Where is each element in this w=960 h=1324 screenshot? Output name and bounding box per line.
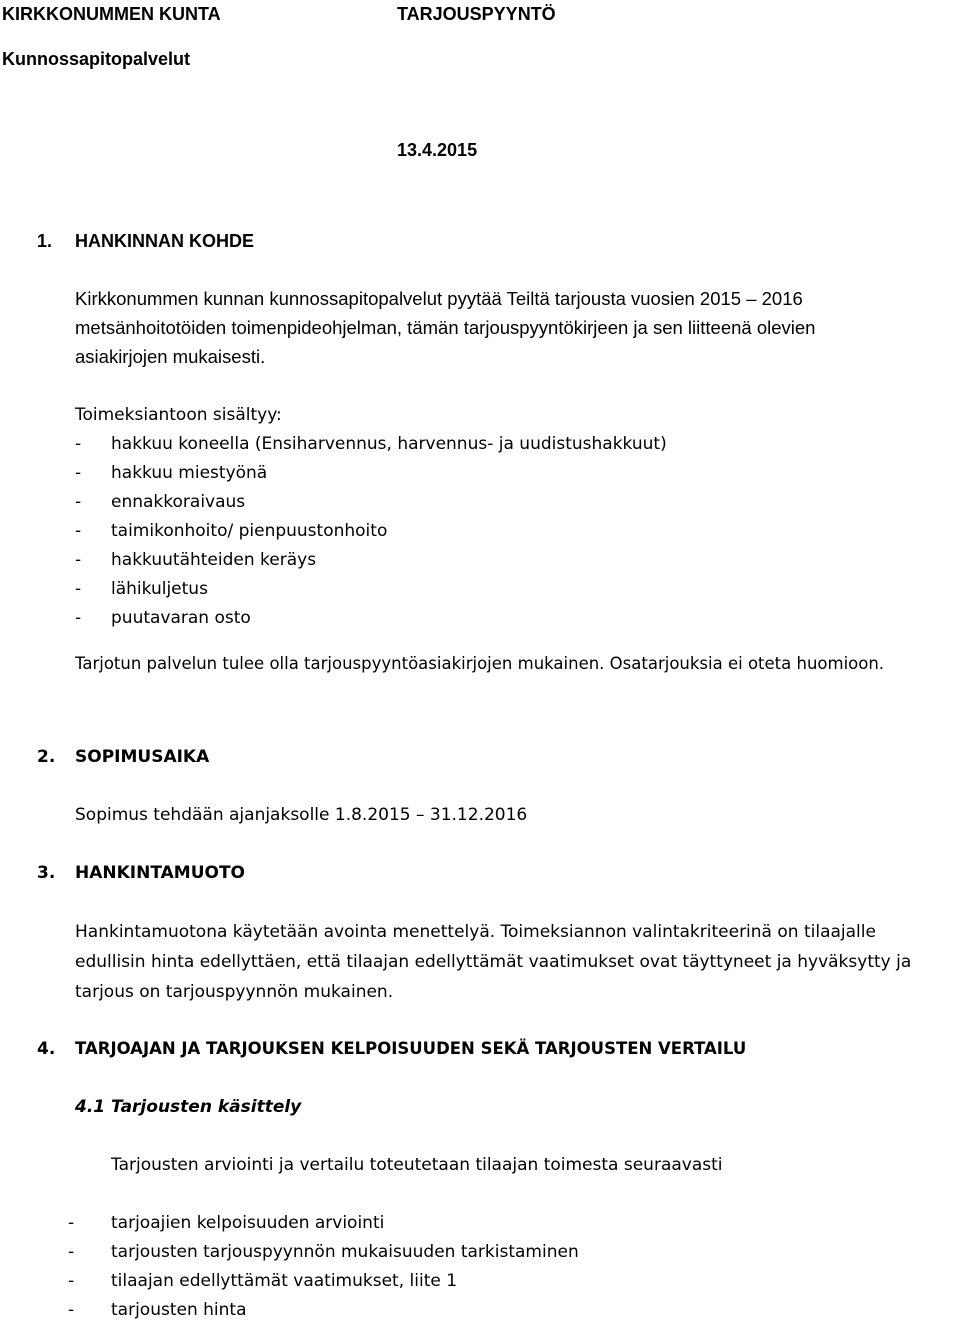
organization-name: KIRKKONUMMEN KUNTA: [2, 4, 221, 24]
contract-period: Sopimus tehdään ajanjaksolle 1.8.2015 – 31.12.2016: [75, 805, 528, 825]
list-marker: -: [68, 1300, 75, 1320]
section-4-number: 4.: [37, 1039, 56, 1059]
scope-item-text: taimikonhoito/ pienpuustonhoito: [111, 521, 388, 541]
scope-item-text: lähikuljetus: [111, 579, 208, 599]
section-4-title: TARJOAJAN JA TARJOUKSEN KELPOISUUDEN SEKÄ TARJOUSTEN VERTAILU: [75, 1039, 747, 1058]
scope-item-text: ennakkoraivaus: [111, 492, 246, 512]
scope-heading: Toimeksiantoon sisältyy:: [75, 405, 282, 425]
evaluation-item-text: tarjousten tarjouspyynnön mukaisuuden tarkistaminen: [111, 1242, 579, 1262]
scope-item-text: hakkuu koneella (Ensiharvennus, harvennus- ja uudistushakkuut): [111, 434, 667, 454]
scope-item-text: hakkuu miestyönä: [111, 463, 268, 483]
list-marker: -: [68, 1213, 75, 1233]
list-marker: -: [68, 1242, 75, 1262]
document-type: TARJOUSPYYNTÖ: [397, 4, 556, 24]
list-marker: -: [75, 492, 82, 512]
list-marker: -: [75, 434, 82, 454]
section-1-intro-line: Kirkkonummen kunnan kunnossapitopalvelut pyytää Teiltä tarjousta vuosien 2015 – 2016: [75, 288, 803, 309]
section-3-line: Hankintamuotona käytetään avointa menettelyä. Toimeksiannon valintakriteerinä on tilaajalle: [75, 922, 876, 942]
subsection-4-1-title: Tarjousten käsittely: [111, 1097, 302, 1117]
evaluation-item-text: tarjousten hinta: [111, 1300, 247, 1320]
list-marker: -: [75, 463, 82, 483]
section-3-line: tarjous on tarjouspyynnön mukainen.: [75, 982, 394, 1002]
section-3-line: edullisin hinta edellyttäen, että tilaajan edellyttämät vaatimukset ovat täyttyneet ja hyväksytty ja: [75, 952, 912, 972]
scope-item-text: hakkuutähteiden keräys: [111, 550, 317, 570]
evaluation-item-text: tilaajan edellyttämät vaatimukset, liite 1: [111, 1271, 458, 1291]
section-1-intro-line: asiakirjojen mukaisesti.: [75, 346, 266, 367]
scope-item-text: puutavaran osto: [111, 608, 251, 628]
list-marker: -: [75, 521, 82, 541]
section-3-title: HANKINTAMUOTO: [75, 863, 245, 883]
subsection-4-1-number: 4.1: [75, 1097, 106, 1117]
section-1-intro-line: metsänhoitotöiden toimenpideohjelman, tämän tarjouspyyntökirjeen ja sen liitteenä olevien: [75, 317, 816, 338]
list-marker: -: [68, 1271, 75, 1291]
department-name: Kunnossapitopalvelut: [2, 49, 191, 69]
section-2-number: 2.: [37, 747, 56, 767]
section-1-title: HANKINNAN KOHDE: [75, 231, 254, 251]
section-3-number: 3.: [37, 863, 56, 883]
list-marker: -: [75, 579, 82, 599]
subsection-4-1-intro: Tarjousten arviointi ja vertailu toteutetaan tilaajan toimesta seuraavasti: [111, 1155, 723, 1175]
evaluation-item-text: tarjoajien kelpoisuuden arviointi: [111, 1213, 385, 1233]
section-2-title: SOPIMUSAIKA: [75, 747, 210, 767]
list-marker: -: [75, 608, 82, 628]
section-1-closing: Tarjotun palvelun tulee olla tarjouspyyntöasiakirjojen mukainen. Osatarjouksia ei oteta huomioon.: [75, 654, 885, 673]
document-date: 13.4.2015: [397, 140, 478, 160]
list-marker: -: [75, 550, 82, 570]
section-1-number: 1.: [37, 231, 53, 251]
